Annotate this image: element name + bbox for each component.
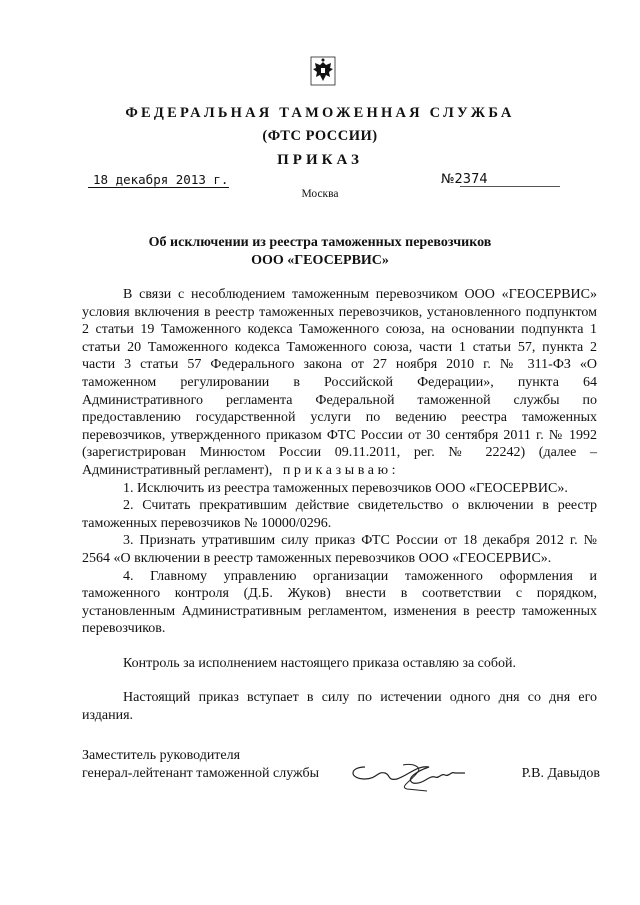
order-number: №2374: [441, 172, 488, 187]
order-body: [82, 286, 597, 725]
handwritten-signature-icon: [347, 757, 477, 793]
preamble-paragraph: [82, 286, 597, 480]
order-word: приказываю:: [282, 462, 400, 478]
title-line-2: ООО «ГЕОСЕРВИС»: [251, 253, 389, 268]
signer-name: Р.В. Давыдов: [521, 766, 600, 781]
effective-paragraph: Настоящий приказ вступает в силу по истечении одного дня со дня его издания.: [82, 690, 597, 724]
control-paragraph: Контроль за исполнением настоящего приказа оставляю за собой.: [123, 655, 517, 671]
agency-name: ФЕДЕРАЛЬНАЯ ТАМОЖЕННАЯ СЛУЖБА: [125, 105, 515, 121]
title-line-1: Об исключении из реестра таможенных перевозчиков: [148, 235, 492, 250]
signature-block: [82, 747, 602, 782]
item-1: 1. Исключить из реестра таможенных перевозчиков ООО «ГЕОСЕРВИС».: [123, 480, 568, 496]
item-2: 2. Считать прекратившим действие свидетельство о включении в реестр таможенных перевозчиков № 10000/0296.: [82, 498, 597, 531]
order-date: 18 декабря 2013 г.: [88, 172, 229, 188]
preamble-text: В связи с несоблюдением таможенным перевозчиком ООО «ГЕОСЕРВИС» условия включения в реестр таможенных перевозчиков, установленного подпунктом 2 статьи 19 Таможенного кодекса Таможенного союза, на основании подпункта 1 статьи 20 Таможенного кодекса Таможенного союза, части 1 статьи 57, пункта 2 части 3 статьи 57 Федерального закона от 27 ноября 2010 г. № 311-ФЗ «О таможенном регулировании в Российской Федерации», пункта 64 Административного регламента Федеральной таможенной службы по предоставлению государственной услуги по ведению реестра таможенных перевозчиков, утвержденного приказом ФТС России от 30 сентября 2011 г. № 1992 (зарегистрирован Минюстом России 09.11.2011, рег. № 22242) (далее – Административный регламент),: [82, 287, 597, 478]
item-4: 4. Главному управлению организации таможенного оформления и таможенного контроля (Д.Б. Жуков) внести в соответствии с порядком, установленным Административным регламентом, изменения в реестр таможенных перевозчиков.: [82, 568, 597, 637]
item-3: 3. Признать утратившим силу приказ ФТС России от 18 декабря 2012 г. № 2564 «О включении в реестр таможенных перевозчиков ООО «ГЕОСЕРВИС».: [82, 533, 597, 566]
number-underline: [460, 186, 560, 187]
order-title: [0, 234, 640, 270]
agency-short-name: (ФТС РОССИИ): [262, 128, 378, 144]
city: Москва: [301, 188, 339, 200]
signer-position-2: генерал-лейтенант таможенной службы: [82, 765, 320, 781]
coat-of-arms-icon: [310, 56, 336, 86]
document-type: ПРИКАЗ: [277, 152, 363, 168]
signer-position-1: Заместитель руководителя: [82, 748, 241, 763]
